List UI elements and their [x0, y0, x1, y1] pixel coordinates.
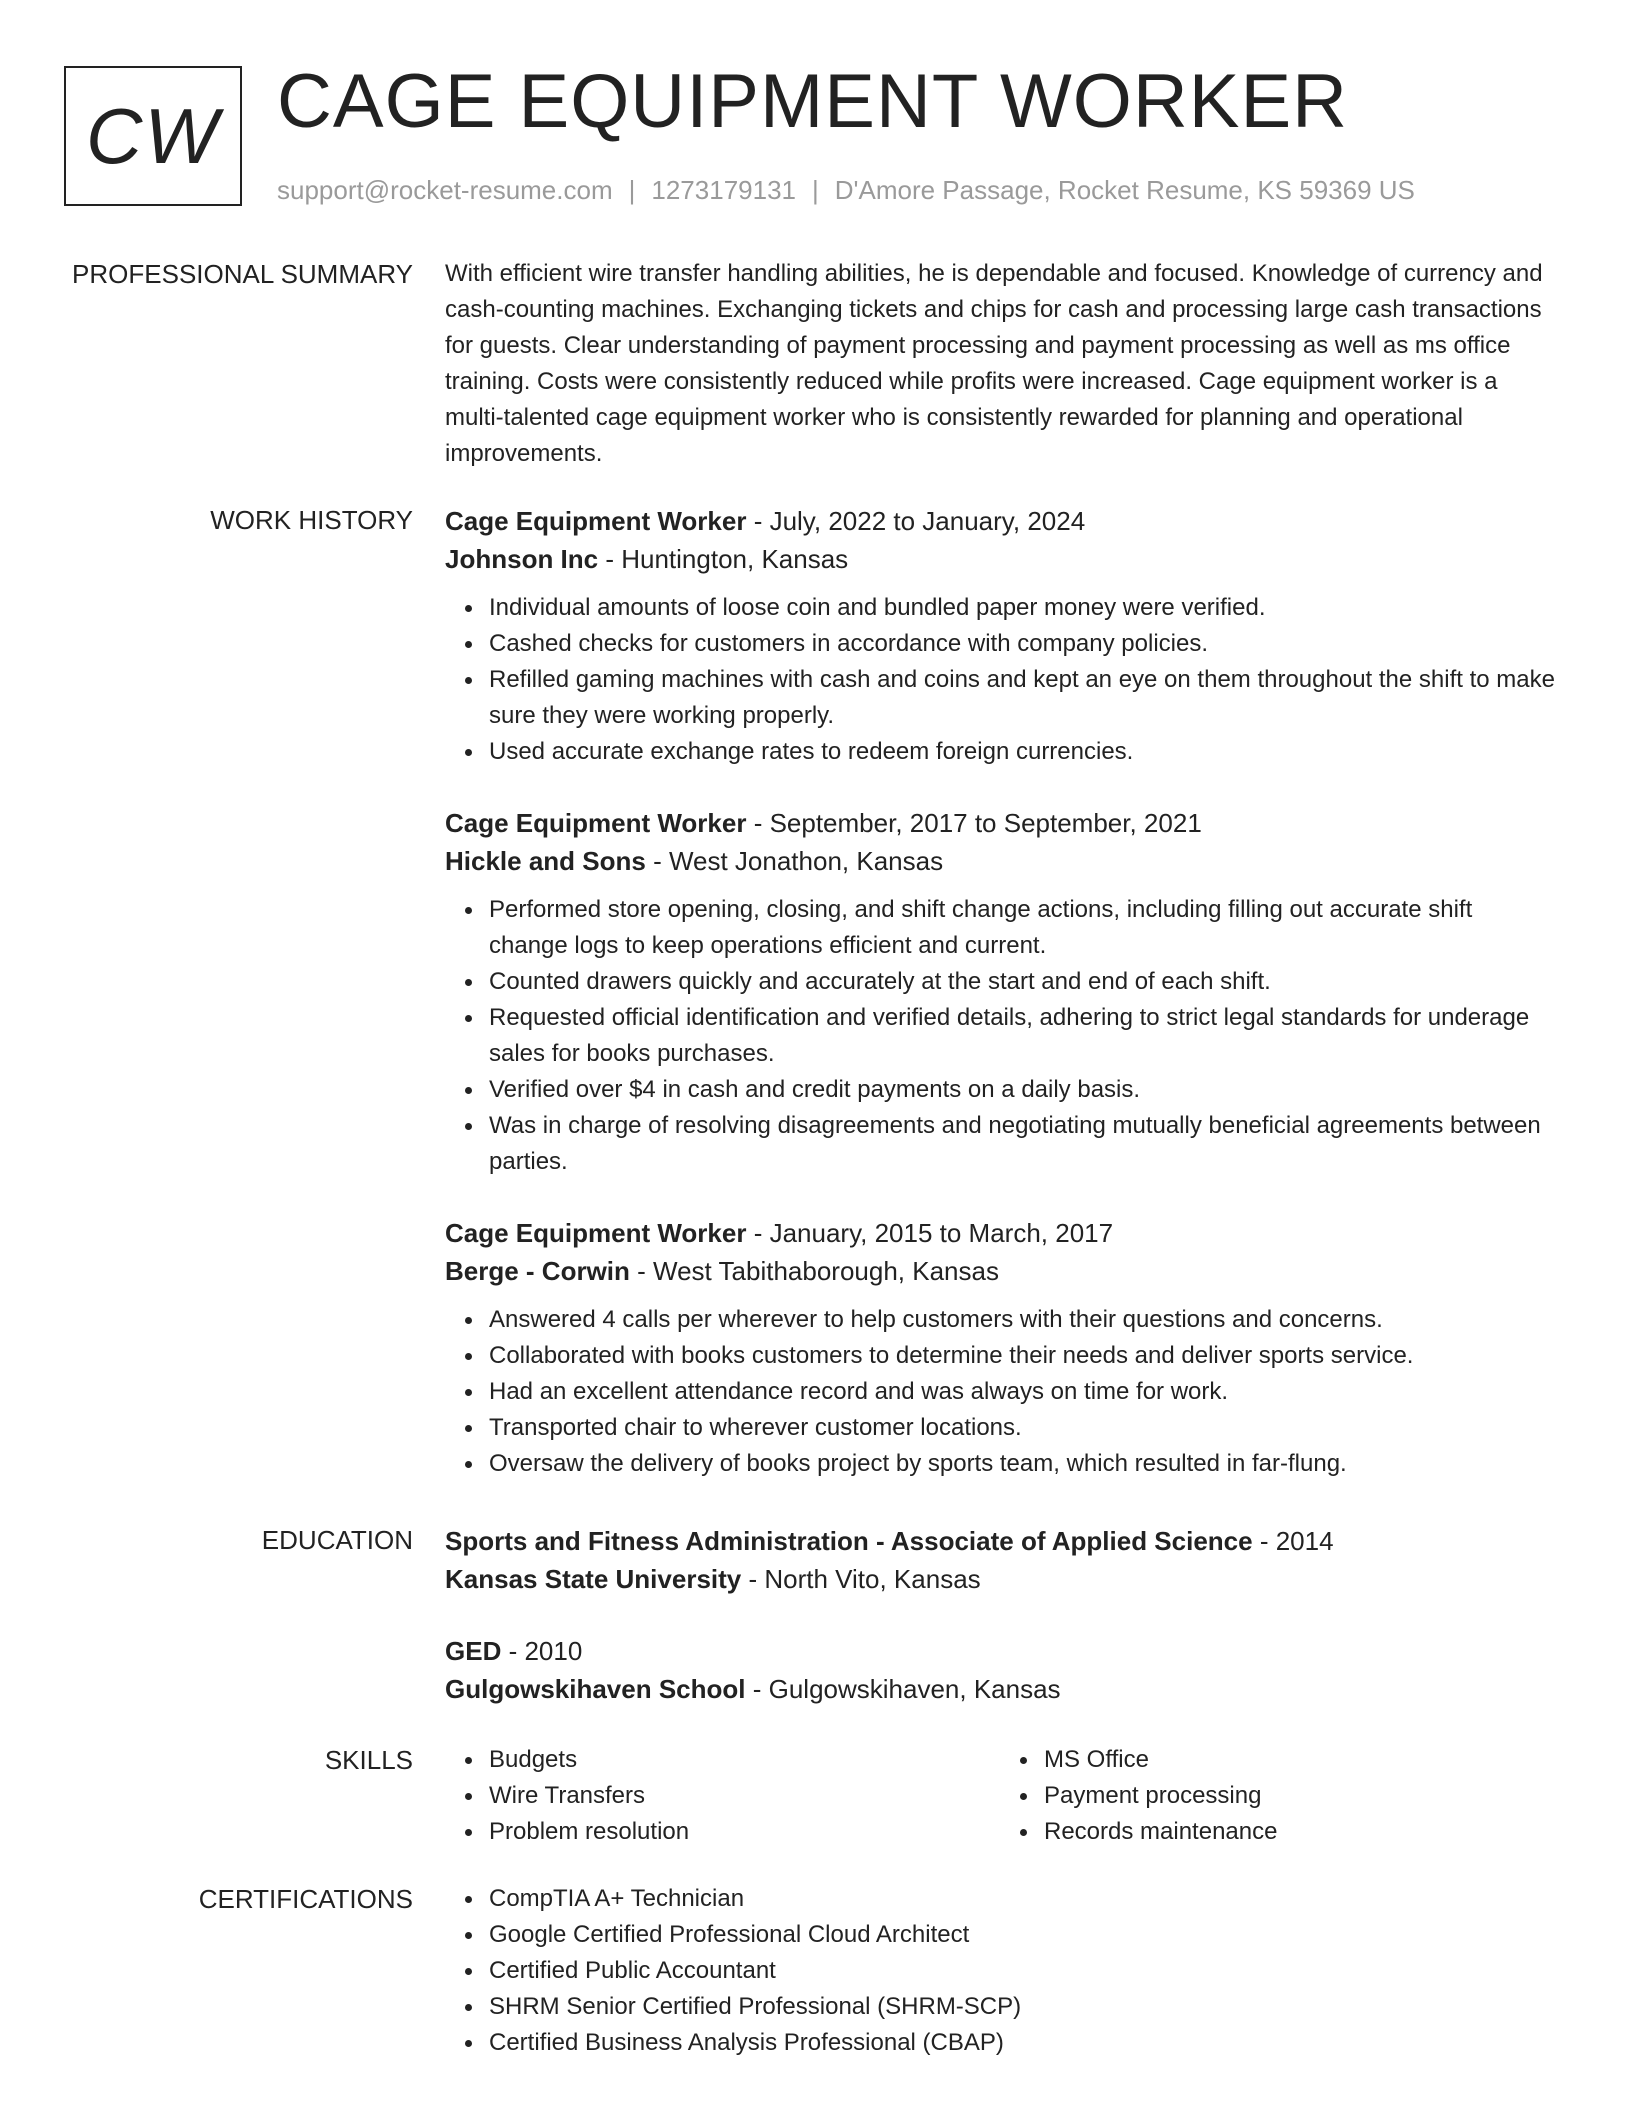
job-company-line — [445, 540, 1555, 578]
section-label-certifications: CERTIFICATIONS — [198, 1884, 413, 1914]
education-degree-line — [445, 1522, 1555, 1560]
job-bullet: Verified over $4 in cash and credit payments on a daily basis. — [489, 1072, 1555, 1108]
certifications-list — [445, 1881, 1555, 2061]
job-bullet: Used accurate exchange rates to redeem foreign currencies. — [489, 734, 1555, 770]
skills-list-right — [1000, 1742, 1555, 1850]
job-entry — [445, 1214, 1555, 1482]
job-dates: - January, 2015 to March, 2017 — [746, 1218, 1114, 1248]
skills-body — [445, 1742, 1555, 1850]
job-bullet: Answered 4 calls per wherever to help customers with their questions and concerns. — [489, 1302, 1555, 1338]
summary-body — [445, 256, 1555, 472]
education-school-line — [445, 1670, 1555, 1708]
job-bullet: Individual amounts of loose coin and bundled paper money were verified. — [489, 590, 1555, 626]
job-bullets — [445, 590, 1555, 770]
job-bullet: Requested official identification and verified details, adhering to strict legal standards for underage sales for books purchases. — [489, 1000, 1555, 1072]
job-location: - West Jonathon, Kansas — [645, 846, 944, 876]
education-entry — [445, 1522, 1555, 1598]
job-bullet: Refilled gaming machines with cash and coins and kept an eye on them throughout the shift to make sure they were working properly. — [489, 662, 1555, 734]
job-title-line — [445, 1214, 1555, 1252]
skill-item: Payment processing — [1044, 1778, 1555, 1814]
skill-item: Wire Transfers — [489, 1778, 1000, 1814]
job-company-line — [445, 842, 1555, 880]
section-label-summary: PROFESSIONAL SUMMARY — [72, 259, 413, 289]
education-degree: Sports and Fitness Administration - Associate of Applied Science — [445, 1526, 1253, 1556]
skills-columns — [445, 1742, 1555, 1850]
education-body — [445, 1522, 1555, 1742]
job-company: Berge - Corwin — [445, 1256, 630, 1286]
contact-email: support@rocket-resume.com — [277, 175, 613, 205]
education-degree-line — [445, 1632, 1555, 1670]
certification-item: CompTIA A+ Technician — [489, 1881, 1555, 1917]
job-title: Cage Equipment Worker — [445, 506, 747, 536]
contact-address: D'Amore Passage, Rocket Resume, KS 59369 US — [834, 175, 1415, 205]
skill-item: Records maintenance — [1044, 1814, 1555, 1850]
certification-item: Google Certified Professional Cloud Architect — [489, 1917, 1555, 1953]
job-bullet: Collaborated with books customers to determine their needs and deliver sports service. — [489, 1338, 1555, 1374]
job-title-line — [445, 502, 1555, 540]
section-label-education: EDUCATION — [261, 1525, 413, 1555]
education-school: Kansas State University — [445, 1564, 742, 1594]
certifications-body — [445, 1881, 1555, 2061]
skills-list-left — [445, 1742, 1000, 1850]
job-bullet: Cashed checks for customers in accordance with company policies. — [489, 626, 1555, 662]
certification-item: Certified Public Accountant — [489, 1953, 1555, 1989]
education-entry — [445, 1632, 1555, 1708]
job-dates: - July, 2022 to January, 2024 — [746, 506, 1086, 536]
skill-item: Problem resolution — [489, 1814, 1000, 1850]
job-dates: - September, 2017 to September, 2021 — [746, 808, 1202, 838]
job-bullets — [445, 892, 1555, 1180]
education-school-line — [445, 1560, 1555, 1598]
contact-line — [277, 175, 1415, 206]
education-location: - Gulgowskihaven, Kansas — [745, 1674, 1061, 1704]
job-bullets — [445, 1302, 1555, 1482]
job-bullet: Had an excellent attendance record and was always on time for work. — [489, 1374, 1555, 1410]
education-location: - North Vito, Kansas — [741, 1564, 981, 1594]
contact-separator: | — [628, 175, 636, 205]
section-label-skills: SKILLS — [324, 1745, 413, 1775]
certification-item: Certified Business Analysis Professional (CBAP) — [489, 2025, 1555, 2061]
job-company: Hickle and Sons — [445, 846, 646, 876]
education-school: Gulgowskihaven School — [445, 1674, 746, 1704]
job-bullet: Transported chair to wherever customer locations. — [489, 1410, 1555, 1446]
job-bullet: Performed store opening, closing, and shift change actions, including filling out accurate shift change logs to keep operations efficient and current. — [489, 892, 1555, 964]
job-entry — [445, 502, 1555, 770]
job-title-line — [445, 804, 1555, 842]
skill-item: Budgets — [489, 1742, 1000, 1778]
job-entry — [445, 804, 1555, 1180]
certification-item: SHRM Senior Certified Professional (SHRM-SCP) — [489, 1989, 1555, 2025]
contact-phone: 1273179131 — [651, 175, 796, 205]
monogram-badge: CW — [64, 66, 242, 206]
job-title: Cage Equipment Worker — [445, 808, 747, 838]
job-company: Johnson Inc — [445, 544, 599, 574]
work-history-body — [445, 502, 1555, 1516]
job-bullet: Oversaw the delivery of books project by sports team, which resulted in far-flung. — [489, 1446, 1555, 1482]
job-title: Cage Equipment Worker — [445, 1218, 747, 1248]
job-bullet: Was in charge of resolving disagreements and negotiating mutually beneficial agreements between parties. — [489, 1108, 1555, 1180]
job-bullet: Counted drawers quickly and accurately at the start and end of each shift. — [489, 964, 1555, 1000]
candidate-name: CAGE EQUIPMENT WORKER — [277, 59, 1349, 144]
education-year: - 2014 — [1252, 1526, 1334, 1556]
summary-text: With efficient wire transfer handling abilities, he is dependable and focused. Knowledge of currency and cash-counting machines. Exchanging tickets and chips for cash and processing large cash transactions for guests. Clear understanding of payment processing and payment processing as well as ms office training. Costs were consistently reduced while profits were increased. Cage equipment worker is a multi-talented cage equipment worker who is consistently rewarded for planning and operational improvements. — [445, 260, 1543, 467]
job-company-line — [445, 1252, 1555, 1290]
job-location: - Huntington, Kansas — [598, 544, 849, 574]
contact-separator: | — [812, 175, 819, 205]
job-location: - West Tabithaborough, Kansas — [629, 1256, 999, 1286]
skill-item: MS Office — [1044, 1742, 1555, 1778]
education-year: - 2010 — [501, 1636, 583, 1666]
section-label-work-history: WORK HISTORY — [210, 505, 413, 535]
education-degree: GED — [445, 1636, 502, 1666]
